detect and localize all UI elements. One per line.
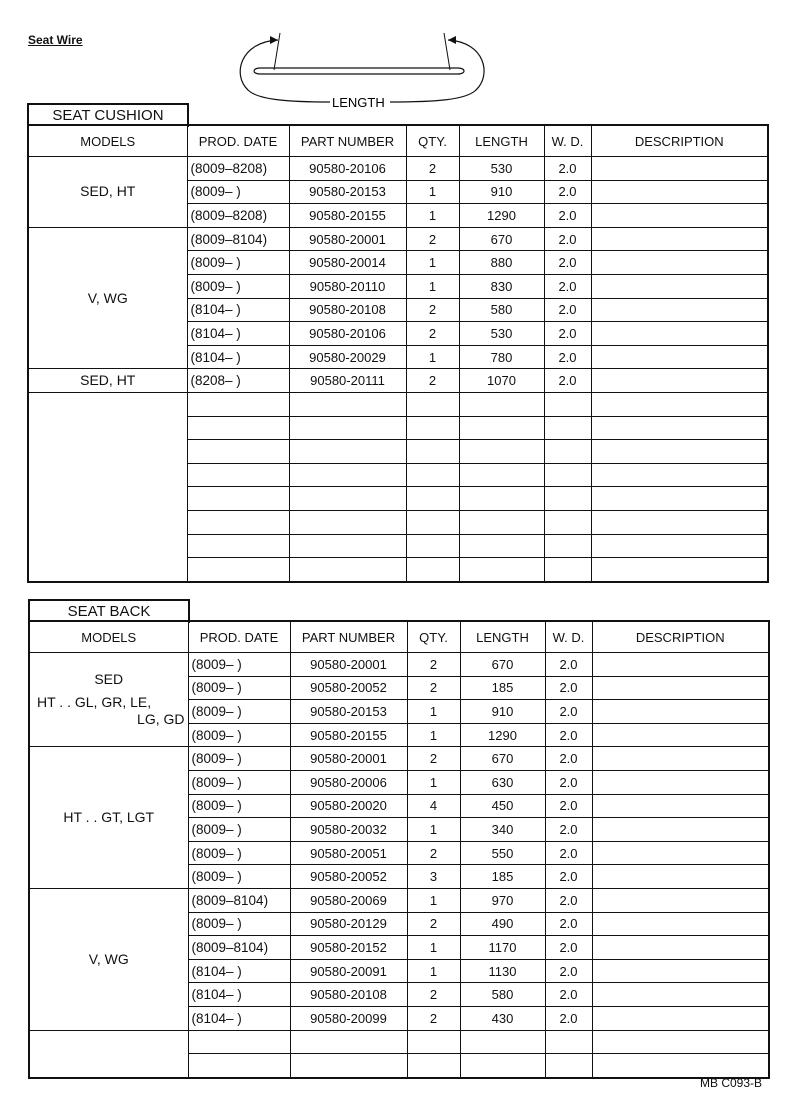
qty-cell: 1 [406, 204, 459, 228]
part-cell: 90580-20106 [289, 322, 406, 346]
blank-cell [544, 392, 591, 416]
length-cell: 630 [460, 770, 545, 794]
qty-cell: 2 [406, 369, 459, 393]
qty-cell: 1 [407, 818, 460, 842]
date-cell: (8009– ) [188, 653, 290, 677]
model-cell: SED, HT [28, 369, 187, 393]
part-cell: 90580-20091 [290, 959, 407, 983]
date-cell: (8009– ) [188, 676, 290, 700]
wd-cell: 2.0 [545, 676, 592, 700]
column-header: LENGTH [460, 621, 545, 653]
length-cell: 1170 [460, 936, 545, 960]
length-cell: 670 [459, 227, 544, 251]
date-cell: (8104– ) [188, 959, 290, 983]
desc-cell [592, 959, 769, 983]
blank-cell [591, 416, 768, 440]
blank-cell [187, 558, 289, 582]
blank-cell [406, 463, 459, 487]
blank-cell [290, 1030, 407, 1054]
model-line: SED [94, 671, 124, 688]
column-header: PROD. DATE [188, 621, 290, 653]
table-row [28, 227, 768, 251]
part-cell: 90580-20153 [290, 700, 407, 724]
date-cell: (8009– ) [188, 912, 290, 936]
desc-cell [591, 227, 768, 251]
wd-cell: 2.0 [545, 747, 592, 771]
date-cell: (8009–8104) [188, 936, 290, 960]
desc-cell [591, 180, 768, 204]
blank-cell [187, 487, 289, 511]
qty-cell: 3 [407, 865, 460, 889]
blank-cell [406, 510, 459, 534]
qty-cell: 1 [407, 959, 460, 983]
column-header: PART NUMBER [289, 125, 406, 157]
part-cell: 90580-20152 [290, 936, 407, 960]
qty-cell: 2 [407, 653, 460, 677]
blank-cell [406, 440, 459, 464]
wd-cell: 2.0 [544, 298, 591, 322]
date-cell: (8104– ) [187, 322, 289, 346]
wd-cell: 2.0 [545, 983, 592, 1007]
blank-cell [459, 440, 544, 464]
blank-cell [406, 416, 459, 440]
wd-cell: 2.0 [545, 770, 592, 794]
model-cell: SED, HT [28, 157, 187, 228]
blank-cell [459, 392, 544, 416]
desc-cell [592, 865, 769, 889]
column-header: W. D. [544, 125, 591, 157]
blank-cell [289, 558, 406, 582]
part-cell: 90580-20129 [290, 912, 407, 936]
qty-cell: 2 [407, 747, 460, 771]
date-cell: (8009– ) [188, 794, 290, 818]
desc-cell [592, 700, 769, 724]
column-header: DESCRIPTION [592, 621, 769, 653]
date-cell: (8104– ) [188, 983, 290, 1007]
blank-cell [289, 487, 406, 511]
wd-cell: 2.0 [545, 936, 592, 960]
date-cell: (8104– ) [188, 1006, 290, 1030]
blank-cell [591, 487, 768, 511]
wd-cell: 2.0 [545, 794, 592, 818]
blank-cell [591, 558, 768, 582]
length-cell: 185 [460, 865, 545, 889]
blank-cell [406, 534, 459, 558]
qty-cell: 1 [407, 936, 460, 960]
qty-cell: 1 [406, 274, 459, 298]
wd-cell: 2.0 [545, 723, 592, 747]
table-row [29, 747, 769, 771]
blank-cell [188, 1054, 290, 1078]
wd-cell: 2.0 [545, 912, 592, 936]
blank-cell [289, 416, 406, 440]
date-cell: (8009– ) [187, 251, 289, 275]
blank-row [28, 392, 768, 416]
desc-cell [591, 369, 768, 393]
part-cell: 90580-20001 [289, 227, 406, 251]
desc-cell [592, 888, 769, 912]
part-cell: 90580-20106 [289, 157, 406, 181]
desc-cell [592, 936, 769, 960]
date-cell: (8009– ) [187, 274, 289, 298]
blank-cell [290, 1054, 407, 1078]
date-cell: (8009– ) [188, 723, 290, 747]
blank-cell [545, 1030, 592, 1054]
blank-cell [289, 392, 406, 416]
column-header: LENGTH [459, 125, 544, 157]
length-cell: 580 [460, 983, 545, 1007]
wd-cell: 2.0 [544, 227, 591, 251]
blank-cell [187, 534, 289, 558]
blank-cell [289, 534, 406, 558]
length-cell: 1290 [459, 204, 544, 228]
part-cell: 90580-20111 [289, 369, 406, 393]
date-cell: (8009– ) [188, 770, 290, 794]
blank-cell [406, 487, 459, 511]
blank-cell [188, 1030, 290, 1054]
desc-cell [591, 251, 768, 275]
length-cell: 185 [460, 676, 545, 700]
blank-cell [187, 463, 289, 487]
blank-cell [459, 487, 544, 511]
desc-cell [591, 298, 768, 322]
length-cell: 910 [460, 700, 545, 724]
wd-cell: 2.0 [544, 251, 591, 275]
part-cell: 90580-20052 [290, 865, 407, 889]
column-header: PROD. DATE [187, 125, 289, 157]
table-row [28, 157, 768, 181]
blank-cell [459, 463, 544, 487]
blank-cell [459, 534, 544, 558]
column-header: MODELS [29, 621, 188, 653]
column-header: QTY. [406, 125, 459, 157]
part-cell: 90580-20069 [290, 888, 407, 912]
blank-row [29, 1030, 769, 1054]
wd-cell: 2.0 [544, 180, 591, 204]
wd-cell: 2.0 [545, 959, 592, 983]
wd-cell: 2.0 [545, 841, 592, 865]
desc-cell [592, 653, 769, 677]
table-row [28, 369, 768, 393]
blank-cell [407, 1054, 460, 1078]
qty-cell: 2 [406, 322, 459, 346]
date-cell: (8009– ) [188, 865, 290, 889]
seat-cushion-title: SEAT CUSHION [27, 103, 189, 127]
blank-cell [187, 392, 289, 416]
seat-cushion-table [27, 124, 769, 583]
blank-cell [407, 1030, 460, 1054]
part-cell: 90580-20006 [290, 770, 407, 794]
blank-cell [29, 1030, 188, 1078]
desc-cell [592, 676, 769, 700]
part-cell: 90580-20108 [290, 983, 407, 1007]
blank-cell [289, 440, 406, 464]
qty-cell: 1 [406, 251, 459, 275]
qty-cell: 2 [406, 298, 459, 322]
length-cell: 1130 [460, 959, 545, 983]
wd-cell: 2.0 [544, 274, 591, 298]
blank-cell [545, 1054, 592, 1078]
wd-cell: 2.0 [545, 1006, 592, 1030]
blank-cell [544, 440, 591, 464]
blank-cell [591, 510, 768, 534]
table-row [29, 888, 769, 912]
date-cell: (8009–8104) [188, 888, 290, 912]
blank-cell [544, 510, 591, 534]
model-cell: V, WG [28, 227, 187, 369]
blank-cell [544, 487, 591, 511]
page-title: Seat Wire [28, 33, 83, 47]
model-line: LG, GD [137, 711, 185, 728]
wd-cell: 2.0 [545, 700, 592, 724]
date-cell: (8009– ) [187, 180, 289, 204]
model-cell [29, 653, 188, 747]
length-cell: 880 [459, 251, 544, 275]
qty-cell: 2 [407, 912, 460, 936]
blank-cell [187, 416, 289, 440]
length-cell: 1290 [460, 723, 545, 747]
blank-cell [544, 558, 591, 582]
qty-cell: 2 [406, 157, 459, 181]
blank-cell [28, 392, 187, 581]
length-cell: 830 [459, 274, 544, 298]
column-header: QTY. [407, 621, 460, 653]
blank-cell [460, 1030, 545, 1054]
blank-cell [460, 1054, 545, 1078]
date-cell: (8009– ) [188, 700, 290, 724]
blank-cell [592, 1054, 769, 1078]
desc-cell [592, 747, 769, 771]
wd-cell: 2.0 [545, 653, 592, 677]
length-cell: 970 [460, 888, 545, 912]
part-cell: 90580-20020 [290, 794, 407, 818]
blank-cell [406, 392, 459, 416]
qty-cell: 1 [407, 888, 460, 912]
desc-cell [592, 794, 769, 818]
desc-cell [592, 841, 769, 865]
date-cell: (8208– ) [187, 369, 289, 393]
part-cell: 90580-20051 [290, 841, 407, 865]
blank-cell [459, 510, 544, 534]
seat-wire-diagram [230, 30, 490, 110]
qty-cell: 2 [407, 1006, 460, 1030]
model-cell: V, WG [29, 888, 188, 1030]
blank-cell [544, 534, 591, 558]
date-cell: (8009–8208) [187, 204, 289, 228]
part-cell: 90580-20110 [289, 274, 406, 298]
column-header: DESCRIPTION [591, 125, 768, 157]
part-cell: 90580-20052 [290, 676, 407, 700]
qty-cell: 2 [407, 983, 460, 1007]
date-cell: (8009–8104) [187, 227, 289, 251]
length-cell: 450 [460, 794, 545, 818]
blank-cell [591, 463, 768, 487]
qty-cell: 1 [406, 180, 459, 204]
length-cell: 430 [460, 1006, 545, 1030]
wd-cell: 2.0 [544, 345, 591, 369]
blank-cell [591, 440, 768, 464]
blank-cell [289, 463, 406, 487]
part-cell: 90580-20001 [290, 653, 407, 677]
date-cell: (8009–8208) [187, 157, 289, 181]
desc-cell [591, 345, 768, 369]
length-cell: 530 [459, 322, 544, 346]
blank-cell [289, 510, 406, 534]
qty-cell: 2 [407, 676, 460, 700]
date-cell: (8009– ) [188, 747, 290, 771]
blank-cell [591, 534, 768, 558]
length-cell: 1070 [459, 369, 544, 393]
qty-cell: 2 [406, 227, 459, 251]
model-cell: HT . . GT, LGT [29, 747, 188, 889]
qty-cell: 4 [407, 794, 460, 818]
seat-back-title: SEAT BACK [28, 599, 190, 623]
qty-cell: 1 [407, 700, 460, 724]
length-cell: 530 [459, 157, 544, 181]
qty-cell: 2 [407, 841, 460, 865]
length-cell: 550 [460, 841, 545, 865]
blank-cell [459, 416, 544, 440]
date-cell: (8104– ) [187, 298, 289, 322]
blank-cell [187, 440, 289, 464]
date-cell: (8009– ) [188, 818, 290, 842]
blank-cell [544, 416, 591, 440]
length-label: LENGTH [332, 95, 385, 110]
part-cell: 90580-20014 [289, 251, 406, 275]
desc-cell [591, 322, 768, 346]
qty-cell: 1 [406, 345, 459, 369]
length-cell: 490 [460, 912, 545, 936]
blank-cell [459, 558, 544, 582]
wd-cell: 2.0 [545, 818, 592, 842]
desc-cell [591, 157, 768, 181]
part-cell: 90580-20032 [290, 818, 407, 842]
date-cell: (8104– ) [187, 345, 289, 369]
desc-cell [592, 1006, 769, 1030]
length-cell: 780 [459, 345, 544, 369]
part-cell: 90580-20029 [289, 345, 406, 369]
wd-cell: 2.0 [545, 865, 592, 889]
table-row [29, 653, 769, 677]
part-cell: 90580-20099 [290, 1006, 407, 1030]
blank-cell [544, 463, 591, 487]
figure-code: MB C093-B [700, 1076, 763, 1090]
desc-cell [592, 770, 769, 794]
desc-cell [592, 723, 769, 747]
part-cell: 90580-20001 [290, 747, 407, 771]
blank-cell [187, 510, 289, 534]
blank-cell [591, 392, 768, 416]
part-cell: 90580-20155 [290, 723, 407, 747]
part-cell: 90580-20155 [289, 204, 406, 228]
date-cell: (8009– ) [188, 841, 290, 865]
part-cell: 90580-20108 [289, 298, 406, 322]
blank-cell [592, 1030, 769, 1054]
length-cell: 670 [460, 653, 545, 677]
wd-cell: 2.0 [544, 204, 591, 228]
model-line: HT . . GL, GR, LE, [37, 694, 152, 711]
desc-cell [591, 204, 768, 228]
length-cell: 340 [460, 818, 545, 842]
seat-back-table [28, 620, 770, 1079]
wd-cell: 2.0 [544, 157, 591, 181]
desc-cell [592, 912, 769, 936]
part-cell: 90580-20153 [289, 180, 406, 204]
column-header: W. D. [545, 621, 592, 653]
length-cell: 670 [460, 747, 545, 771]
wd-cell: 2.0 [544, 369, 591, 393]
desc-cell [592, 983, 769, 1007]
length-cell: 580 [459, 298, 544, 322]
blank-cell [406, 558, 459, 582]
desc-cell [592, 818, 769, 842]
wd-cell: 2.0 [544, 322, 591, 346]
wd-cell: 2.0 [545, 888, 592, 912]
qty-cell: 1 [407, 723, 460, 747]
qty-cell: 1 [407, 770, 460, 794]
column-header: MODELS [28, 125, 187, 157]
column-header: PART NUMBER [290, 621, 407, 653]
desc-cell [591, 274, 768, 298]
length-cell: 910 [459, 180, 544, 204]
